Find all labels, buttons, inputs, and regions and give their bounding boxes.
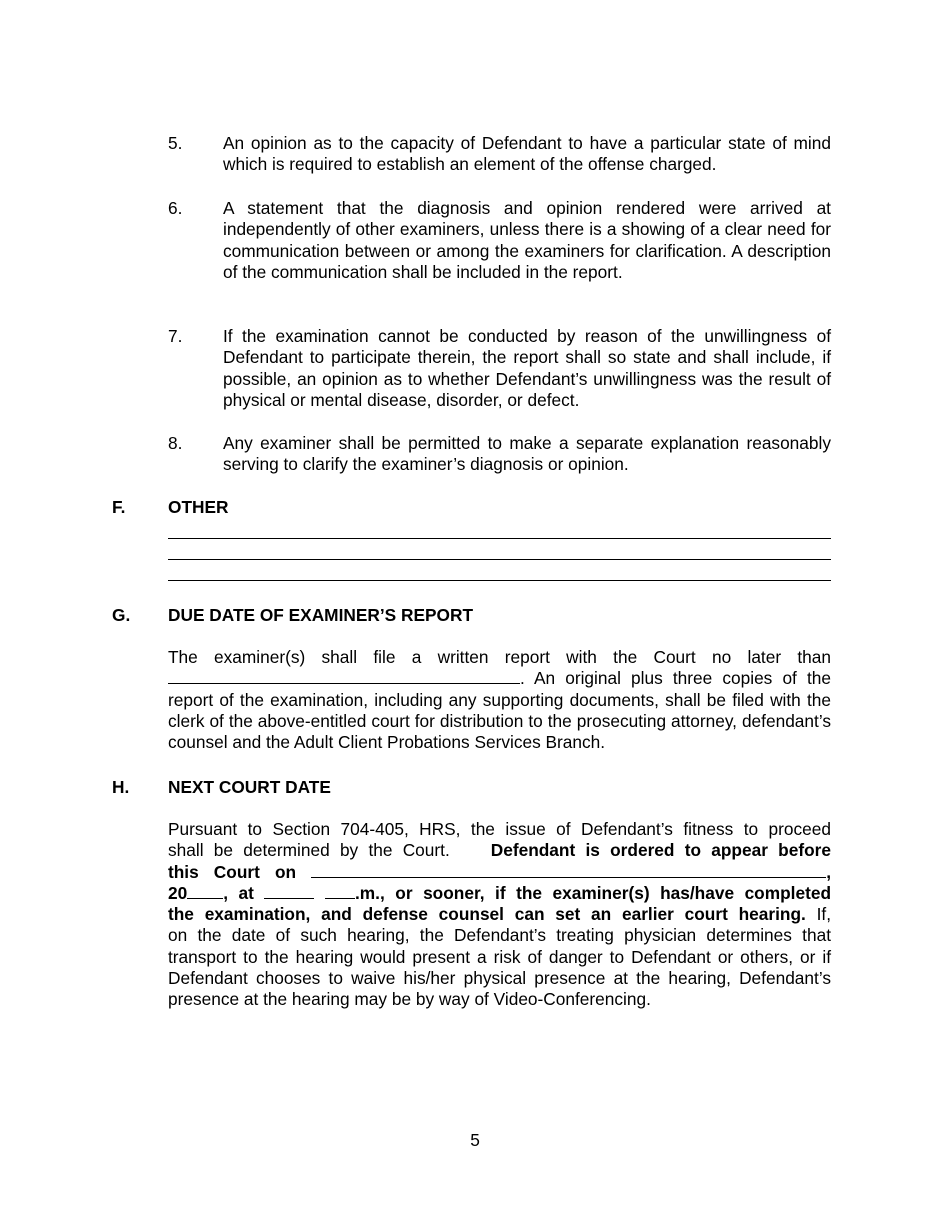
section-title: NEXT COURT DATE	[168, 777, 331, 797]
at-label: , at	[223, 882, 254, 903]
blank-line-3[interactable]	[168, 580, 831, 581]
line2-bold: Defendant is ordered to appear before	[490, 840, 831, 861]
time-suffix-text: .m., or sooner, if the examiner(s) has/have completed	[354, 882, 831, 903]
due-date-paragraph	[168, 647, 831, 753]
section-letter: H.	[112, 777, 130, 797]
line5-bold: the examination, and defense counsel can set an earlier court hearing.	[168, 904, 806, 925]
item-text: If the examination cannot be conducted by reason of the unwillingness of Defendant to participate therein, the report shall so state and shall include, if possible, an opinion as to whether Defendant’s unwillingness was the result of physical or mental disease, disorder, or defect.	[223, 326, 831, 410]
section-letter: F.	[112, 497, 126, 517]
line2-normal: shall be determined by the Court.	[168, 840, 450, 861]
page-number: 5	[470, 1130, 480, 1150]
next-court-date-paragraph	[168, 819, 831, 1011]
line5-normal: If,	[816, 904, 831, 925]
due-date-text-a: The examiner(s) shall file a written report with the Court no later than	[168, 647, 831, 667]
due-date-blank[interactable]	[168, 669, 520, 684]
item-text: An opinion as to the capacity of Defendant to have a particular state of mind which is required to establish an element of the offense charged.	[223, 133, 831, 175]
item-number: 8.	[168, 433, 183, 453]
item-number: 6.	[168, 198, 183, 218]
time-blank[interactable]	[264, 884, 314, 899]
comma: ,	[826, 861, 831, 882]
paragraph-line-1: Pursuant to Section 704-405, HRS, the issue of Defendant’s fitness to proceed	[168, 819, 831, 839]
section-title: OTHER	[168, 497, 229, 517]
section-title: DUE DATE OF EXAMINER’S REPORT	[168, 605, 474, 625]
due-date-text-b: . An original plus three copies of the report of the examination, including any supporting documents, shall be filed with the clerk of the above-entitled court for distribution to the prosecuting attorney, defendant’s counsel and the Adult Client Probations Services Branch.	[168, 668, 831, 753]
paragraph-line-3	[168, 862, 831, 883]
paragraph-rest: on the date of such hearing, the Defendant’s treating physician determines that transport to the hearing would present a risk of danger to Defendant or others, or if Defendant chooses to waive his/her physical presence at the hearing, Defendant’s presence at the hearing may be by way of Video-Conferencing.	[168, 925, 831, 1010]
am-pm-blank[interactable]	[325, 884, 355, 899]
year-blank[interactable]	[187, 884, 223, 899]
court-date-blank[interactable]	[311, 863, 826, 878]
item-number: 5.	[168, 133, 183, 153]
paragraph-line-4	[168, 883, 831, 904]
court-on-label: this Court on	[168, 861, 297, 882]
item-text: Any examiner shall be permitted to make a separate explanation reasonably serving to clarify the examiner’s diagnosis or opinion.	[223, 433, 831, 475]
section-letter: G.	[112, 605, 131, 625]
year-prefix: 20	[168, 882, 188, 903]
paragraph-line-5	[168, 904, 831, 925]
blank-line-2[interactable]	[168, 559, 831, 560]
paragraph-line-2	[168, 840, 831, 861]
blank-line-1[interactable]	[168, 538, 831, 539]
item-text: A statement that the diagnosis and opinion rendered were arrived at independently of other examiners, unless there is a showing of a clear need for communication between or among the examiners for clarification. A description of the communication shall be included in the report.	[223, 198, 831, 282]
item-number: 7.	[168, 326, 183, 346]
